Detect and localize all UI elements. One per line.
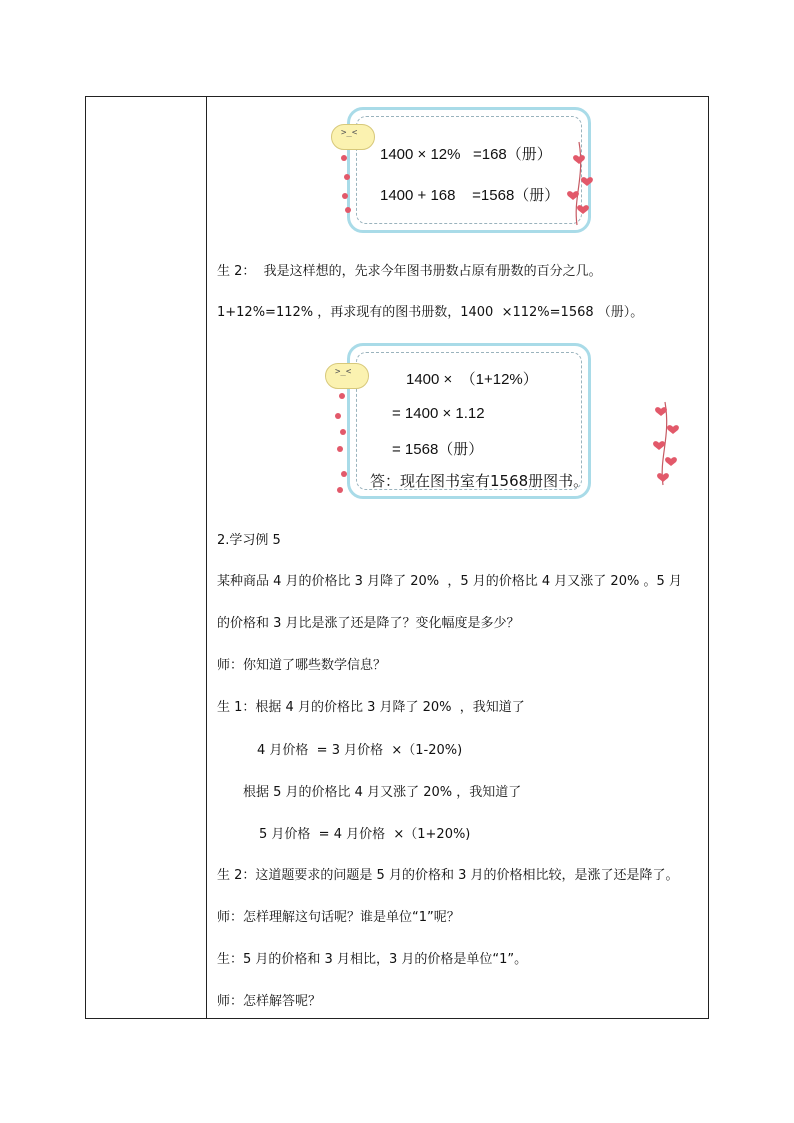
card2-line-3: = 1568（册） — [392, 441, 484, 458]
cloud-face-text: >_< — [341, 128, 358, 138]
heart-dot-icon — [342, 193, 348, 199]
heart-dot-icon — [341, 155, 347, 161]
paragraph: 生：5 月的价格和 3 月相比，3 月的价格是单位“1”。 — [217, 952, 528, 967]
paragraph: 某种商品 4 月的价格比 3 月降了 20% ，5 月的价格比 4 月又涨了 20% 。5 月 — [217, 574, 682, 589]
paragraph: 师：怎样解答呢？ — [217, 994, 322, 1009]
card2-line-2: = 1400 × 1.12 — [392, 405, 485, 422]
heart-vine-icon — [651, 397, 681, 487]
paragraph: 根据 5 月的价格比 4 月又涨了 20% ，我知道了 — [243, 785, 522, 800]
calculation-card-2 — [347, 343, 591, 499]
card1-line-1: 1400 × 12% =168（册） — [380, 146, 552, 163]
heart-dot-icon — [345, 207, 351, 213]
paragraph: 生 1：根据 4 月的价格比 3 月降了 20% ，我知道了 — [217, 700, 525, 715]
calculation-card-1 — [347, 107, 591, 233]
formula-line: 5 月价格 = 4 月价格 ×（1+20%) — [259, 827, 471, 842]
heart-dot-icon — [337, 446, 343, 452]
heart-dot-icon — [335, 413, 341, 419]
card1-line-2: 1400 + 168 =1568（册） — [380, 187, 560, 204]
cloud-face-text: >_< — [335, 367, 352, 377]
heart-vine-icon — [565, 137, 595, 227]
card-dashed-border — [356, 116, 582, 224]
cloud-face-icon — [331, 124, 375, 150]
paragraph: 的价格和 3 月比是涨了还是降了？变化幅度是多少？ — [217, 616, 520, 631]
heart-dot-icon — [341, 471, 347, 477]
paragraph: 师：怎样理解这句话呢？谁是单位“1”呢？ — [217, 910, 460, 925]
card2-line-1: 1400 × （1+12%） — [406, 371, 538, 388]
heart-dot-icon — [340, 429, 346, 435]
lesson-table — [85, 96, 709, 1019]
paragraph: 师：你知道了哪些数学信息？ — [217, 658, 387, 673]
card2-answer: 答：现在图书室有1568册图书。 — [370, 472, 589, 490]
formula-line: 4 月价格 = 3 月价格 ×（1-20%) — [257, 743, 463, 758]
paragraph: 1+12%=112% ，再求现有的图书册数，1400 ×112%=1568 （册）。 — [217, 305, 644, 320]
heart-dot-icon — [337, 487, 343, 493]
heart-dot-icon — [344, 174, 350, 180]
paragraph: 生 2：这道题要求的问题是 5 月的价格和 3 月的价格相比较，是涨了还是降了。 — [217, 868, 679, 883]
paragraph: 生 2： 我是这样想的，先求今年图书册数占原有册数的百分之几。 — [217, 264, 602, 279]
content-column — [207, 97, 708, 1018]
heart-dot-icon — [339, 393, 345, 399]
left-column — [86, 97, 207, 1018]
section-heading: 2.学习例 5 — [217, 533, 281, 548]
cloud-face-icon — [325, 363, 369, 389]
